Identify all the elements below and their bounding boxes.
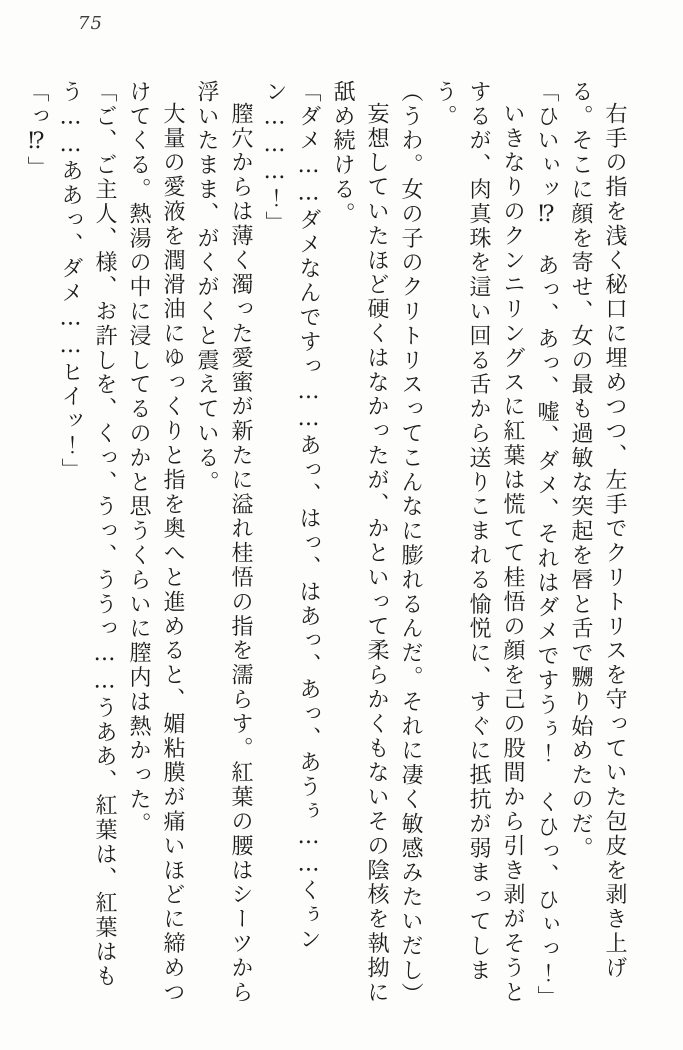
page-number: 75	[78, 13, 103, 34]
paragraph: 膣穴からは薄く濁った愛蜜が新たに溢れ桂悟の指を濡らす。紅葉の腰はシーツから浮いたまま、がくがくと震えている。	[194, 80, 253, 1005]
paragraph: 「ダメ……ダメなんですっ……あっ、はっ、はあっ、あっ、あうぅ……くぅンン………！」	[262, 80, 321, 952]
paragraph: 「っ⁉」	[24, 80, 49, 181]
paragraph: いきなりのクンニリングスに紅葉は慌てて桂悟の顔を己の股間から引き剥がそうとするが、肉真珠を這い回る舌から送りこまれる愉悦に、すぐに抵抗が弱まってしまう。	[432, 80, 525, 1005]
paragraph: 右手の指を浅く秘口に埋めつつ、左手でクリトリスを守っていた包皮を剥き上げる。そこに顔を寄せ、女の最も過敏な突起を唇と舌で嬲り始めたのだ。	[568, 80, 627, 981]
paragraph: 妄想していたほど硬くはなかったが、かといって柔らかくもないその陰核を執拗に舐め続ける。	[330, 80, 389, 1005]
text-area	[19, 80, 631, 1011]
paragraph: 「ひいぃッ⁉ あっ、あっ、嘘、ダメ、それはダメですうぅ！ くひっ、ひぃっ！」	[534, 80, 559, 1011]
paragraph: 大量の愛液を潤滑油にゆっくりと指を奥へと進めると、媚粘膜が痛いほどに締めつけてくる。熱湯の中に浸してるのかと思うくらいに膣内は熱かった。	[126, 80, 185, 1005]
paragraph: （うわ。女の子のクリトリスってこんなに膨れるんだ。それに凄く敏感みたいだし）	[398, 80, 423, 1008]
paragraph: 「ご、ご主人、様、お許しを、くっ、うっ、ううっ……うああ、紅葉は、紅葉はもう……ああっ、ダメ……ヒイッ！」	[58, 80, 117, 989]
